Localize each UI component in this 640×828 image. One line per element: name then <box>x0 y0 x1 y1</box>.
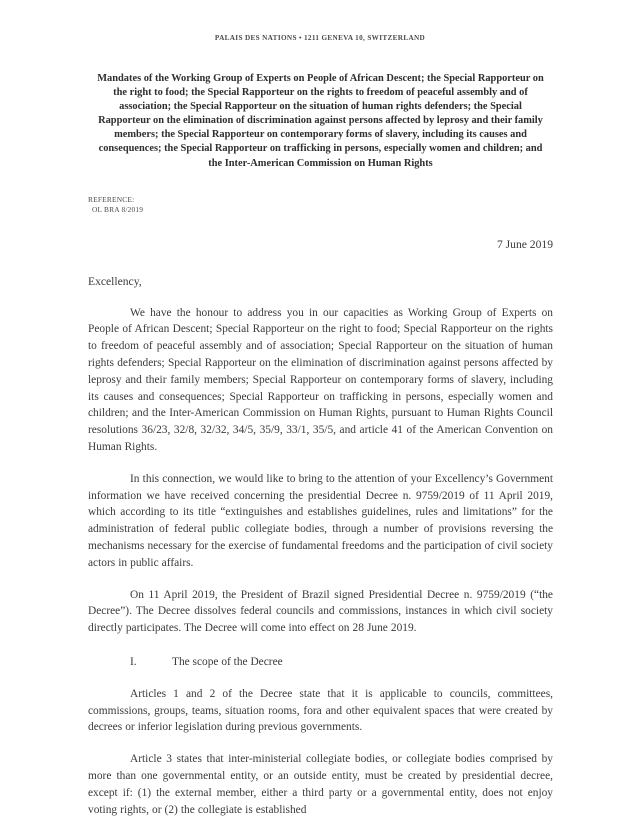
running-head: PALAIS DES NATIONS • 1211 GENEVA 10, SWITZERLAND <box>214 34 426 42</box>
body-paragraph: Articles 1 and 2 of the Decree state that it is applicable to councils, committees, commissions, groups, teams, situation rooms, fora and other equivalent spaces that were created by decrees or inferior legislation during previous governments. <box>88 687 553 734</box>
body-paragraph: On 11 April 2019, the President of Brazil signed Presidential Decree n. 9759/2019 (“the Decree”). The Decree dissolves federal councils and commissions, instances in which civil society directly participates. The Decree will come into effect on 28 June 2019. <box>88 588 553 635</box>
body-paragraph: We have the honour to address you in our capacities as Working Group of Experts on People of African Descent; Special Rapporteur on the right to food; Special Rapporteur on the rights to freedom of peaceful assembly and of association; Special Rapporteur on the situation of human rights defenders; Special Rapporteur on the elimination of discrimination against persons affected by leprosy and their family members; Special Rapporteur on contemporary forms of slavery, including its causes and consequences; Special Rapporteur on trafficking in persons, especially women and children; and the Inter-American Commission on Human Rights, pursuant to Human Rights Council resolutions 36/23, 32/8, 32/32, 34/5, 35/9, 33/1, 35/5, and article 41 of the American Convention on Human Rights. <box>88 306 553 454</box>
body-paragraph: In this connection, we would like to bring to the attention of your Excellency’s Government information we have received concerning the presidential Decree n. 9759/2019 of 11 April 2019, which according to its title “extinguishes and establishes guidelines, rules and limitations” for the administration of federal public collegiate bodies, through a number of provisions reversing the mechanisms necessary for the exercise of fundamental freedoms and the participation of civil society actors in public affairs. <box>88 472 553 569</box>
salutation: Excellency, <box>88 274 142 288</box>
mandate-title: Mandates of the Working Group of Experts on People of African Descent; the Special Rapporteur on the right to food; the Special Rapporteur on the rights to freedom of peaceful assembly and of association; the Special Rapporteur on the situation of human rights defenders; the Special Rapporteur on the elimination of discrimination against persons affected by leprosy and their family members; the Special Rapporteur on contemporary forms of slavery, including its causes and consequences; the Special Rapporteur on trafficking in persons, especially women and children; and the Inter-American Commission on Human Rights <box>97 73 544 169</box>
document-body-column <box>88 0 553 818</box>
reference-block <box>88 195 553 216</box>
reference-value: OL BRA 8/2019 <box>92 205 144 215</box>
section-numeral: I. <box>130 656 137 668</box>
section-title: The scope of the Decree <box>172 656 283 668</box>
body-paragraph: Article 3 states that inter-ministerial collegiate bodies, or collegiate bodies comprised by more than one governmental entity, or an outside entity, must be created by presidential decree, except if: (1) the external member, either a third party or a governmental entity, does not enjoy voting rights, or (2) the collegiate is established <box>88 753 553 816</box>
section-heading <box>88 654 553 671</box>
reference-label: REFERENCE: <box>88 194 135 204</box>
date-line: 7 June 2019 <box>496 237 553 251</box>
